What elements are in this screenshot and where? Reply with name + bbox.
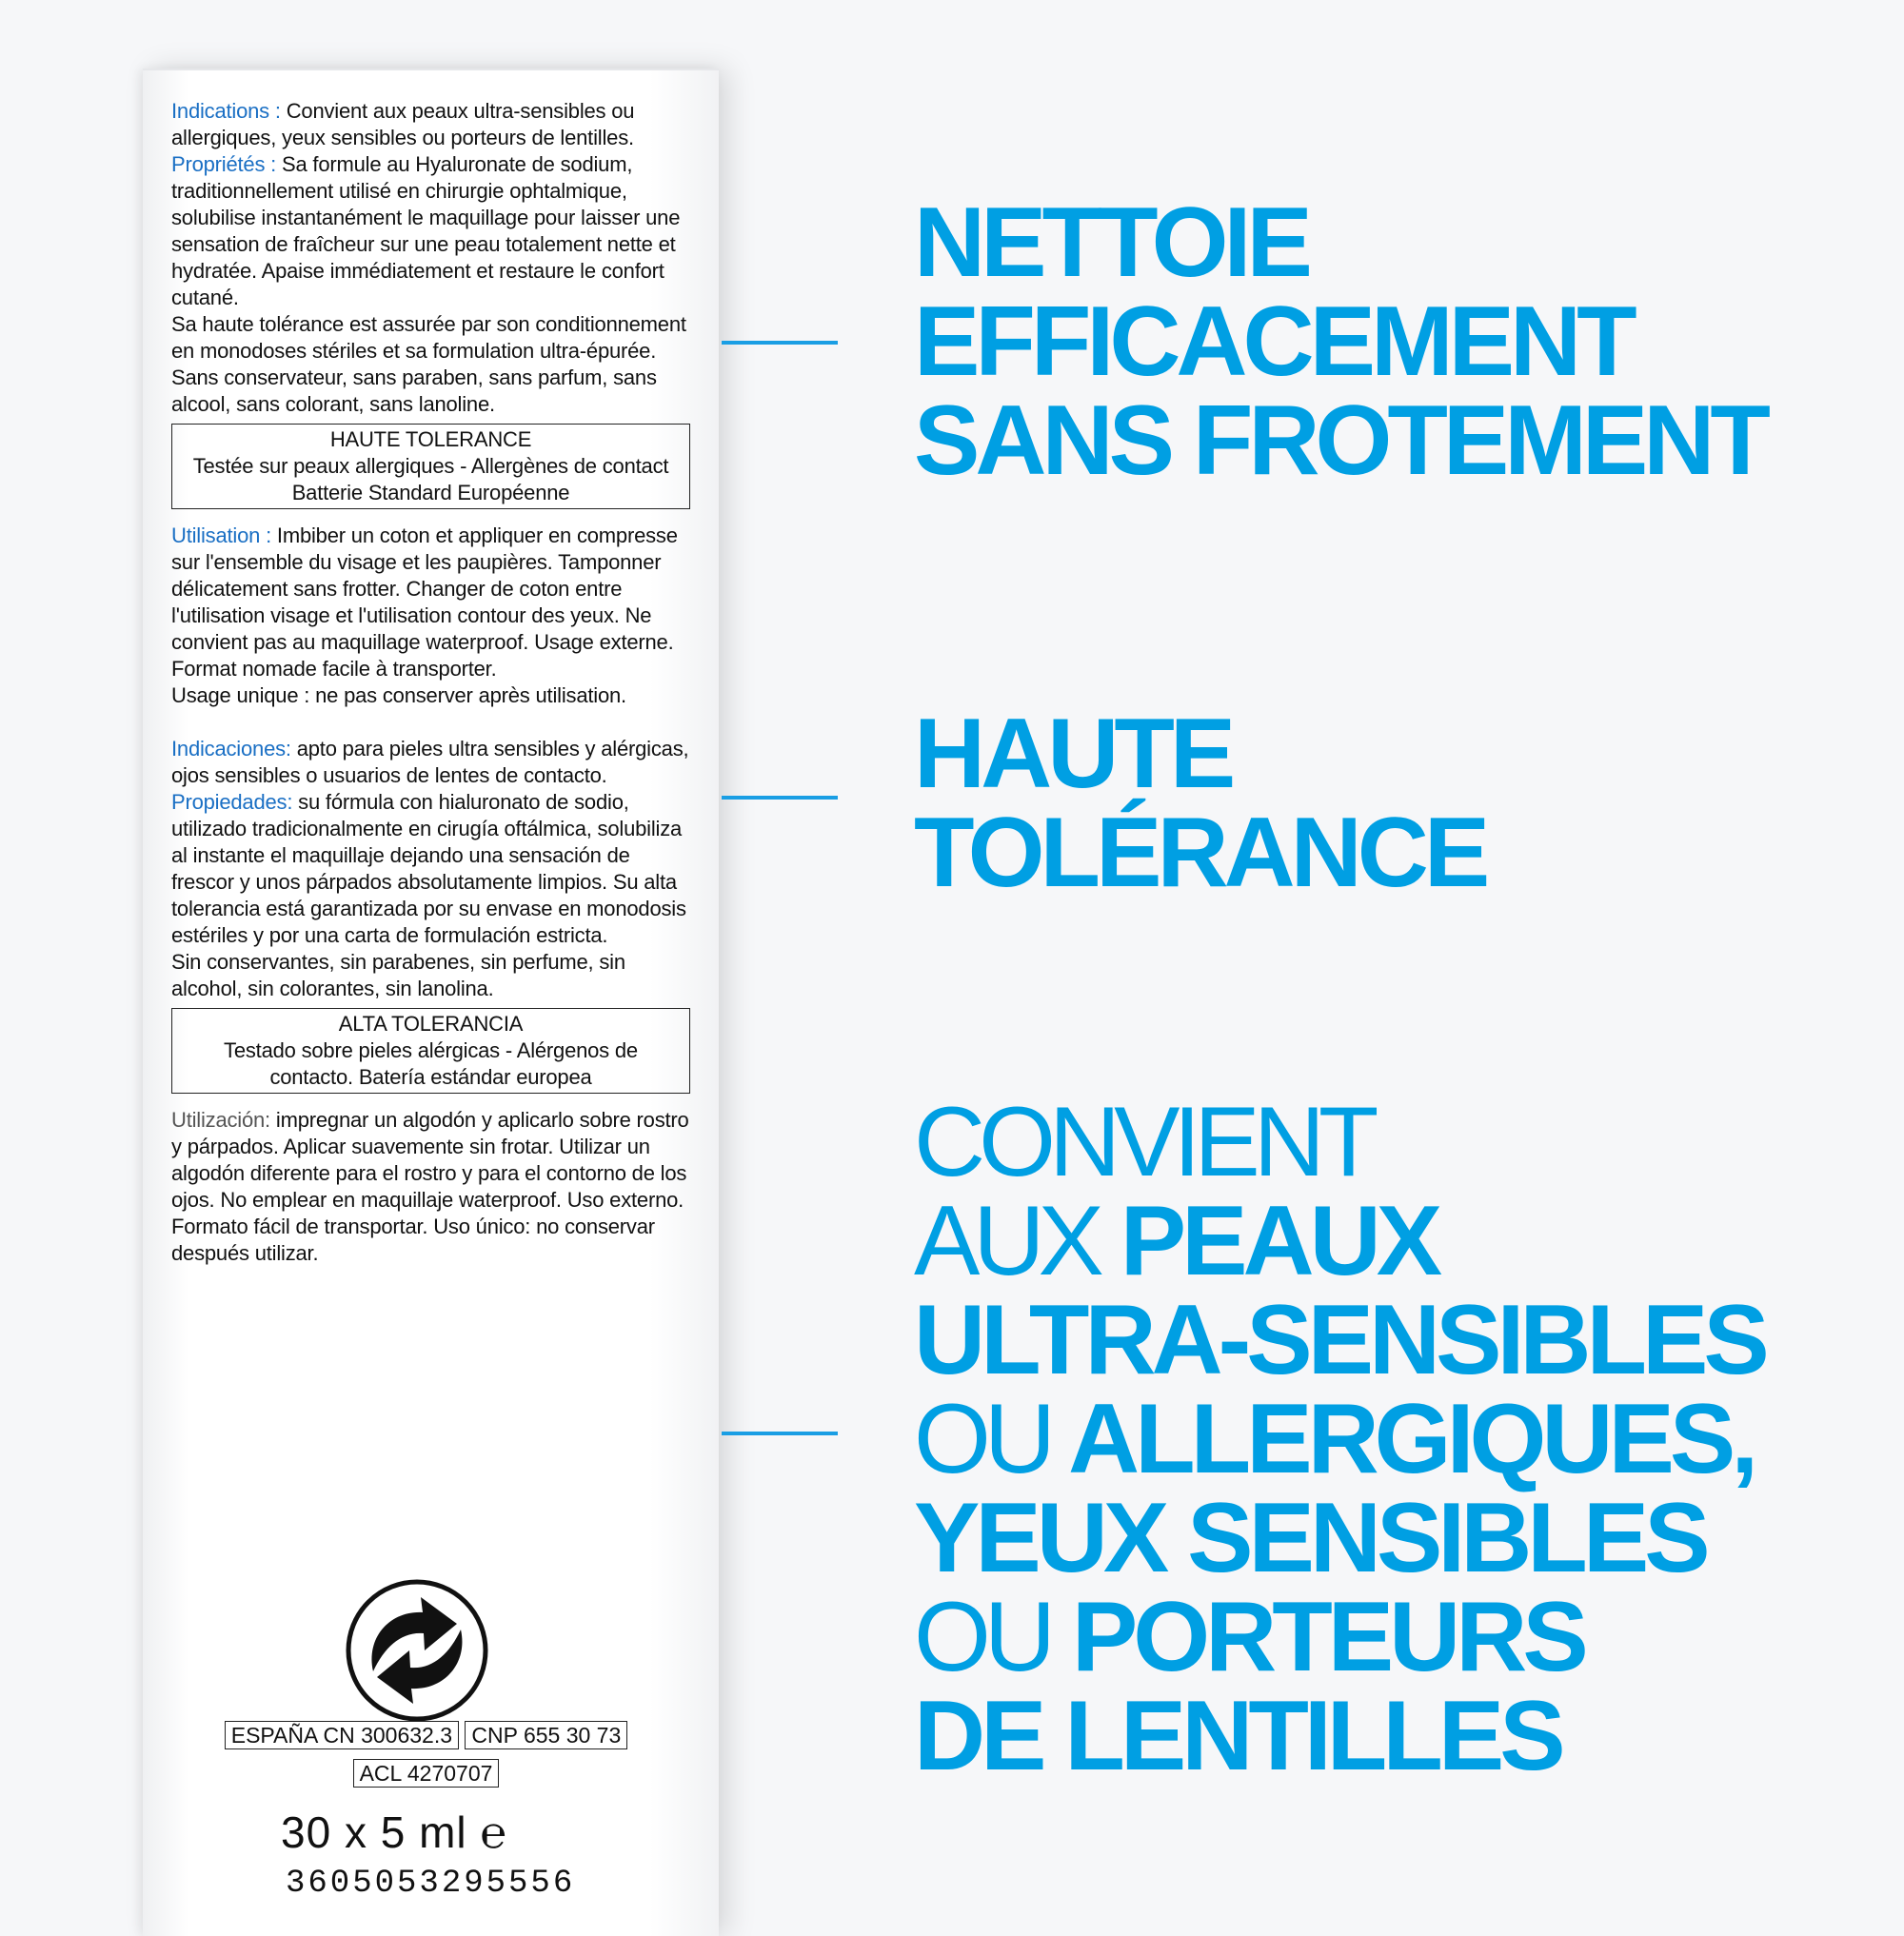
codes-row-1 — [214, 1721, 638, 1749]
headline-3-porteurs: PORTEURS — [1071, 1582, 1584, 1692]
headline-nettoie — [914, 188, 1766, 496]
package-text — [171, 98, 690, 1267]
headline-3-ou-2: OU — [914, 1582, 1049, 1692]
code-acl: ACL 4270707 — [353, 1759, 500, 1788]
headline-3-line-4 — [914, 1384, 1765, 1494]
headline-1-line-1: NETTOIE — [914, 188, 1308, 298]
code-cnp: CNP 655 30 73 — [465, 1721, 627, 1749]
headline-3-line-7: DE LENTILLES — [914, 1681, 1561, 1791]
headline-2-line-1: HAUTE — [914, 699, 1232, 809]
fr-indications-text: Convient aux peaux ultra-sensibles ou allergiques, yeux sensibles ou porteurs de lentilles. — [171, 99, 635, 149]
quantity: 30 x 5 ml ℮ — [281, 1808, 508, 1857]
headline-convient — [914, 1087, 1765, 1791]
fr-box-line2: Batterie Standard Européenne — [291, 481, 570, 504]
fr-box-title: HAUTE TOLERANCE — [329, 427, 532, 451]
fr-format: Format nomade facile à transporter. — [171, 657, 497, 681]
fr-utilisation-label: Utilisation : — [171, 524, 271, 547]
headline-2-line-2: TOLÉRANCE — [914, 798, 1486, 908]
es-utilizacion — [171, 1107, 690, 1267]
es-utilizacion-text: impregnar un algodón y aplicarlo sobre rostro y párpados. Aplicar suavemente sin frotar. Utilizar un algodón diferente para el rostro y para el contorno de los ojos. No emplear en maquillaje waterproof. Uso externo. Formato fácil de transportar. Uso único: no conservar después utilizar. — [171, 1108, 689, 1265]
headline-3-line-1: CONVIENT — [914, 1087, 1373, 1197]
connector-line-1 — [722, 341, 838, 345]
fr-tolerance-text: Sa haute tolérance est assurée par son conditionnement en monodoses stériles et sa formulation ultra-épurée. Sans conservateur, sans paraben, sans parfum, sans alcool, sans colorant, sans lanoline. — [171, 312, 686, 416]
es-propiedades-label: Propiedades: — [171, 790, 293, 814]
fr-box-line1: Testée sur peaux allergiques - Allergènes de contact — [192, 454, 669, 478]
es-utilizacion-label: Utilización: — [171, 1108, 270, 1132]
code-cn: ESPAÑA CN 300632.3 — [225, 1721, 459, 1749]
es-box-line2: contacto. Batería estándar europea — [269, 1065, 592, 1089]
headline-tolerance — [914, 699, 1486, 908]
headline-3-ou-1: OU — [914, 1384, 1049, 1494]
es-box-line1: Testado sobre pieles alérgicas - Alérgenos de — [224, 1038, 638, 1062]
green-dot-recycle-icon — [345, 1578, 489, 1723]
headline-3-line-6 — [914, 1582, 1765, 1692]
es-tolerance-box — [171, 1008, 690, 1094]
fr-utilisation-text: Imbiber un coton et appliquer en compresse sur l'ensemble du visage et les paupières. Tamponner délicatement sans frotter. Changer de coton entre l'utilisation visage et l'utilisation contour des yeux. Ne convient pas au maquillage waterproof. Usage externe. — [171, 524, 678, 654]
barcode-number: 3605053295556 — [286, 1866, 576, 1902]
fr-proprietes-text: Sa formule au Hyaluronate de sodium, traditionnellement utilisé en chirurgie ophtalmique, solubilise instantanément le maquillage pour laisser une sensation de fraîcheur sur une peau totalement nette et hydratée. Apaise immédiatement et restaure le confort cutané. — [171, 152, 681, 309]
es-propiedades-text: su fórmula con hialuronato de sodio, utilizado tradicionalmente en cirugía oftálmica, solubiliza al instante el maquillaje dejando una sensación de frescor y unos párpados absolutamente limpios. Su alta tolerancia está garantizada por su envase en monodosis estériles y por una carta de formulación estricta. — [171, 790, 686, 947]
es-sin: Sin conservantes, sin parabenes, sin perfume, sin alcohol, sin colorantes, sin lanolina. — [171, 950, 625, 1000]
fr-utilisation — [171, 523, 690, 656]
headline-3-allergiques: ALLERGIQUES, — [1068, 1384, 1755, 1494]
codes-row-2 — [214, 1759, 638, 1788]
headline-1-line-2: EFFICACEMENT — [914, 286, 1633, 397]
es-propiedades — [171, 789, 690, 949]
headline-3-peaux: PEAUX — [1120, 1186, 1438, 1296]
headline-1-line-3: SANS FROTEMENT — [914, 385, 1766, 496]
fr-proprietes — [171, 151, 690, 311]
headline-3-line-3: ULTRA-SENSIBLES — [914, 1285, 1765, 1395]
codes-block — [214, 1721, 638, 1788]
connector-line-3 — [722, 1432, 838, 1435]
fr-indications-label: Indications : — [171, 99, 281, 123]
fr-indications — [171, 98, 690, 151]
connector-line-2 — [722, 796, 838, 800]
es-indicaciones — [171, 736, 690, 789]
es-indicaciones-text: apto para pieles ultra sensibles y alérgicas, ojos sensibles o usuarios de lentes de contacto. — [171, 737, 689, 787]
headline-3-aux: AUX — [914, 1186, 1098, 1296]
headline-3-line-5: YEUX SENSIBLES — [914, 1483, 1706, 1593]
fr-proprietes-label: Propriétés : — [171, 152, 277, 176]
es-box-title: ALTA TOLERANCIA — [338, 1012, 524, 1036]
fr-tolerance-box — [171, 424, 690, 509]
fr-usage-unique: Usage unique : ne pas conserver après utilisation. — [171, 683, 626, 707]
headline-3-line-2 — [914, 1186, 1765, 1296]
es-indicaciones-label: Indicaciones: — [171, 737, 291, 761]
